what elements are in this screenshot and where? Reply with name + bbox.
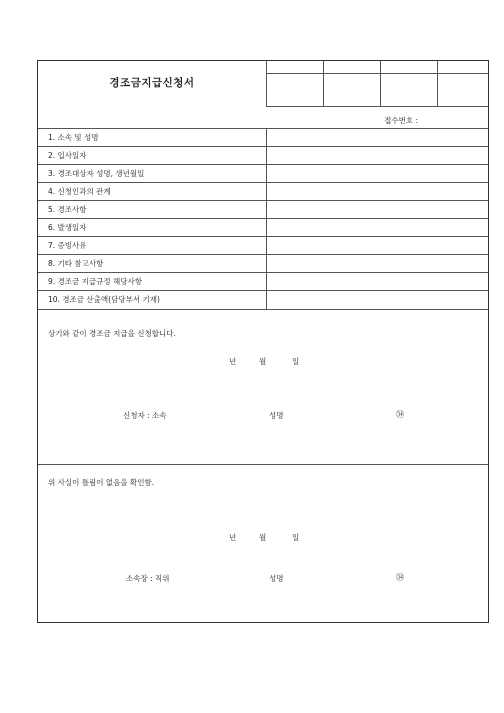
confirm-name-label: 성명 (269, 574, 284, 583)
confirm-statement: 위 사실이 틀림이 없음을 확인함. (48, 478, 155, 487)
confirm-date-day: 일 (292, 533, 300, 542)
item-value-regulation[interactable] (266, 272, 488, 290)
item-label-event-date: 6. 발생일자 (48, 223, 87, 232)
item-value-notes[interactable] (266, 254, 488, 272)
item-value-proof[interactable] (266, 236, 488, 254)
item-value-event-date[interactable] (266, 218, 488, 236)
form-title: 경조금지급신청서 (109, 77, 195, 89)
receipt-number-label: 접수번호 : (384, 116, 418, 125)
applicant-affiliation-label: 신청자 : 소속 (123, 411, 167, 420)
applicant-date-month: 월 (259, 357, 267, 366)
item-value-amount[interactable] (266, 290, 488, 308)
item-label-amount: 10. 경조금 산출액(담당부서 기재) (48, 295, 160, 304)
item-value-beneficiary[interactable] (266, 164, 488, 182)
applicant-statement: 상기와 같이 경조금 지급을 신청합니다. (48, 329, 176, 338)
applicant-date-day: 일 (292, 357, 300, 366)
confirm-date-month: 월 (259, 533, 267, 542)
confirm-seal-mark: ㉞ (396, 573, 404, 582)
item-label-event: 5. 경조사항 (48, 205, 87, 214)
item-label-relationship: 4. 신청인과의 관계 (48, 187, 111, 196)
applicant-date-year: 년 (229, 357, 237, 366)
item-value-relationship[interactable] (266, 182, 488, 200)
item-label-regulation: 9. 경조금 지급규정 해당사항 (48, 277, 143, 286)
applicant-name-label: 성명 (269, 411, 284, 420)
confirm-date-year: 년 (229, 533, 237, 542)
applicant-seal-mark: ㉞ (396, 410, 404, 419)
item-label-affiliation-name: 1. 소속 및 성명 (48, 133, 99, 142)
item-value-hire-date[interactable] (266, 146, 488, 164)
item-label-beneficiary: 3. 경조대상자 성명, 생년월일 (48, 169, 145, 178)
expense-application-form (37, 60, 489, 623)
item-label-notes: 8. 기타 참고사항 (48, 259, 104, 268)
item-value-event[interactable] (266, 200, 488, 218)
item-label-hire-date: 2. 입사일자 (48, 151, 87, 160)
item-label-proof: 7. 증빙사유 (48, 241, 87, 250)
confirm-position-label: 소속장 : 직위 (126, 574, 170, 583)
item-value-affiliation-name[interactable] (266, 128, 488, 146)
